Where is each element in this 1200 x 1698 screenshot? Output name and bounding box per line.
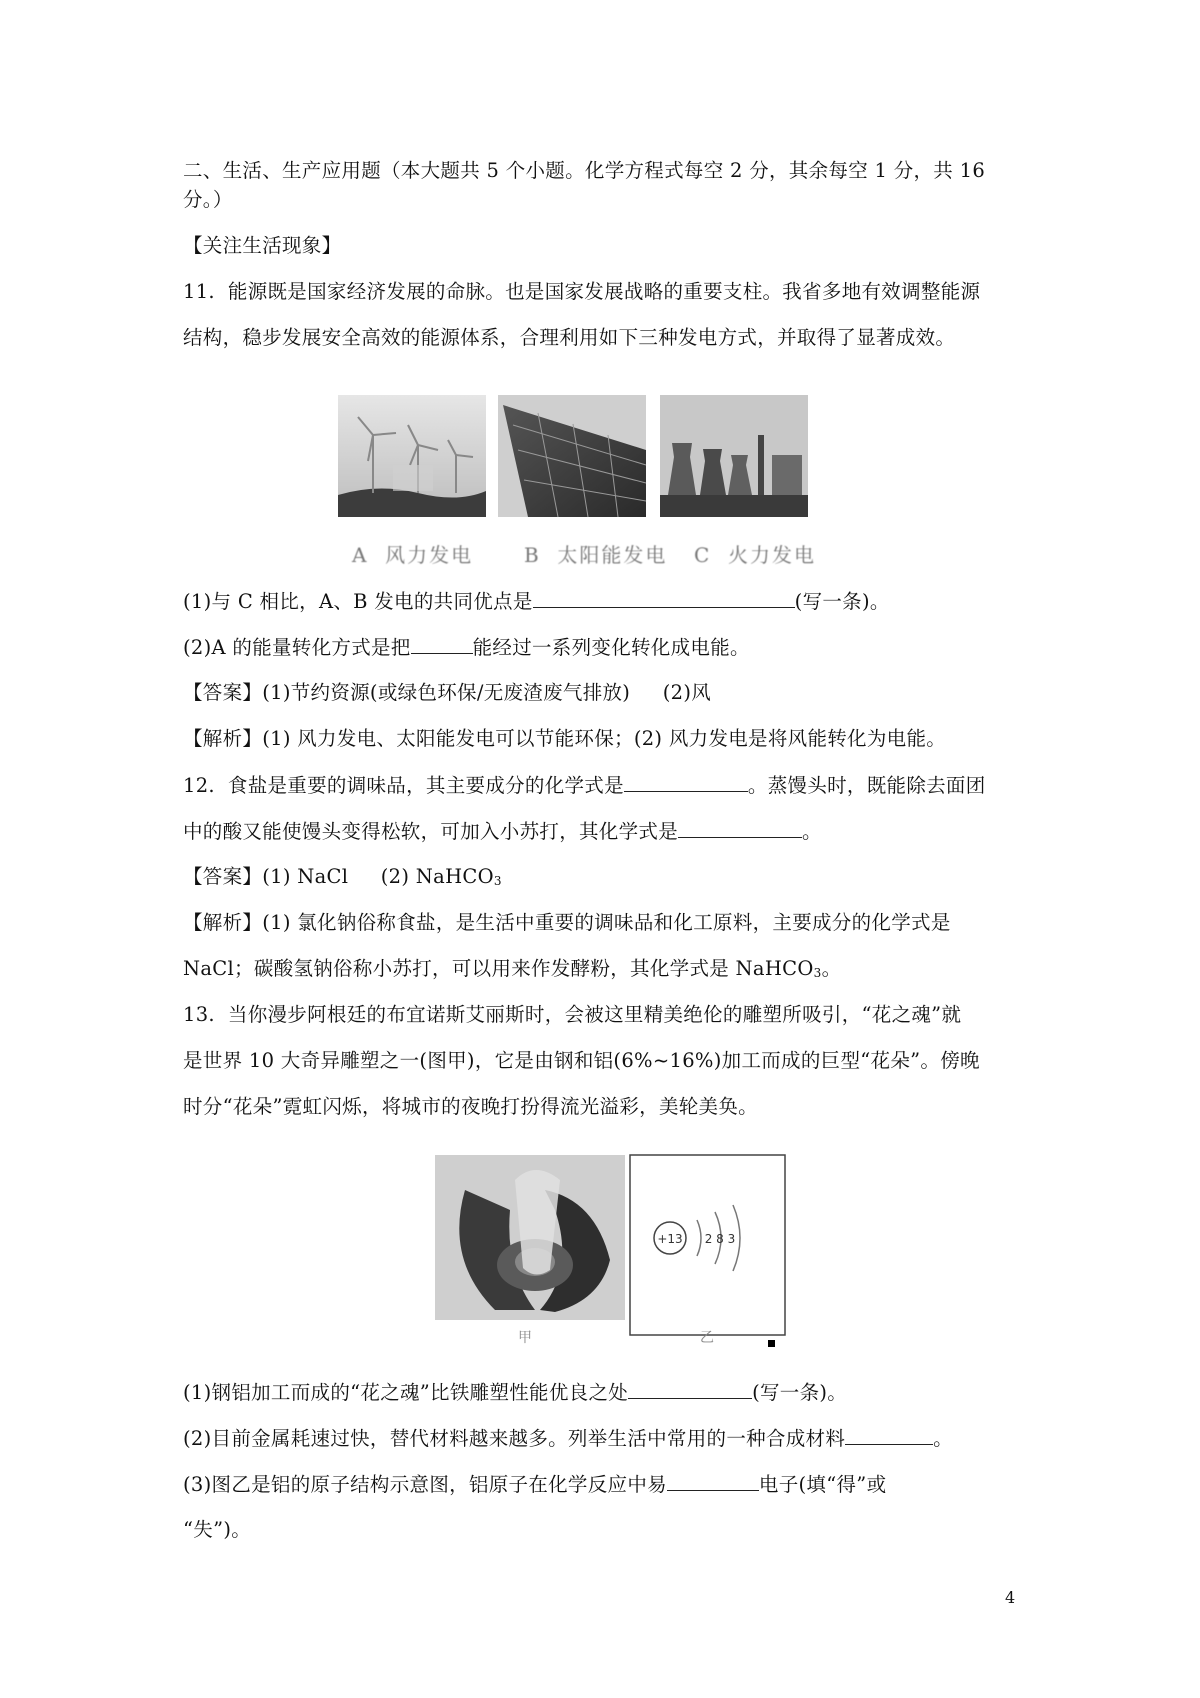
sculpture-atom-figure — [435, 1150, 795, 1350]
solar-power-image — [498, 395, 646, 517]
page-number: 4 — [1005, 1588, 1016, 1607]
q12-analysis-line2: NaCl；碳酸氢钠俗称小苏打，可以用来作发酵粉，其化学式是 NaHCO$_3$。 — [183, 957, 842, 980]
caption-wind: A 风力发电 — [352, 543, 474, 567]
q13-sub2: (2)目前金属耗速过快，替代材料越来越多。列举生活中常用的一种合成材料 。 — [183, 1424, 953, 1453]
q11-sub2: (2)A 的能量转化方式是把 能经过一系列变化转化成电能。 — [183, 633, 750, 662]
q13-stem-line2: 是世界 10 大奇异雕塑之一(图甲)，它是由钢和铝(6%~16%)加工而成的巨型“花朵”。傍晚 — [183, 1049, 980, 1072]
caption-thermal: C 火力发电 — [694, 543, 817, 567]
q11-stem-line1: 11. 能源既是国家经济发展的命脉。也是国家发展战略的重要支柱。我省多地有效调整能源 — [183, 280, 981, 303]
power-generation-figure — [338, 395, 878, 561]
q13-sub3-line2: “失”)。 — [183, 1518, 252, 1541]
caption-solar: B 太阳能发电 — [524, 543, 668, 567]
q13-sub3: (3)图乙是铝的原子结构示意图，铝原子在化学反应中易 电子(填“得”或 — [183, 1470, 886, 1499]
shell-electrons: 2 8 3 — [704, 1232, 736, 1246]
sculpture-image — [435, 1155, 625, 1320]
q13-stem-line1: 13. 当你漫步阿根廷的布宜诺斯艾丽斯时，会被这里精美绝伦的雕塑所吸引，“花之魂”就 — [183, 1003, 962, 1026]
answer-blank[interactable] — [667, 1470, 759, 1491]
q13-stem-line3: 时分“花朵”霓虹闪烁，将城市的夜晚打扮得流光溢彩，美轮美奂。 — [183, 1095, 758, 1118]
q12-answer: 【答案】(1) NaCl (2) NaHCO$_3$ — [183, 865, 502, 888]
q12-analysis-line1: 【解析】(1) 氯化钠俗称食盐，是生活中重要的调味品和化工原料，主要成分的化学式是 — [183, 911, 951, 934]
fig-label-yi: 乙 — [700, 1330, 714, 1346]
q11-sub1: (1)与 C 相比，A、B 发电的共同优点是 (写一条)。 — [183, 587, 890, 616]
q11-stem-line2: 结构，稳步发展安全高效的能源体系，合理利用如下三种发电方式，并取得了显著成效。 — [183, 326, 956, 349]
nucleus-label: +13 — [657, 1232, 683, 1246]
thermal-power-image — [660, 395, 808, 517]
section-heading-line1: 二、生活、生产应用题（本大题共 5 个小题。化学方程式每空 2 分，其余每空 1 分，共 16 — [183, 159, 986, 182]
answer-blank[interactable] — [624, 771, 748, 792]
answer-blank[interactable] — [678, 817, 802, 838]
ink-dot — [768, 1340, 775, 1347]
answer-blank[interactable] — [628, 1378, 752, 1399]
q13-sub1: (1)钢铝加工而成的“花之魂”比铁雕塑性能优良之处 (写一条)。 — [183, 1378, 847, 1407]
answer-blank[interactable] — [411, 633, 473, 654]
subheading: 【关注生活现象】 — [183, 234, 342, 257]
fig-label-jia: 甲 — [518, 1330, 532, 1346]
answer-blank[interactable] — [845, 1424, 933, 1445]
q11-answer: 【答案】(1)节约资源(或绿色环保/无废渣废气排放) (2)风 — [183, 681, 712, 704]
q11-analysis: 【解析】(1) 风力发电、太阳能发电可以节能环保；(2) 风力发电是将风能转化为电能。 — [183, 727, 947, 750]
wind-power-image — [338, 395, 486, 517]
q12-stem-line2: 中的酸又能使馒头变得松软，可加入小苏打，其化学式是 。 — [183, 817, 822, 846]
answer-blank[interactable] — [533, 587, 795, 608]
section-heading-line2: 分。） — [183, 188, 233, 211]
q12-stem-line1: 12. 食盐是重要的调味品，其主要成分的化学式是 。蒸馒头时，既能除去面团 — [183, 771, 986, 800]
